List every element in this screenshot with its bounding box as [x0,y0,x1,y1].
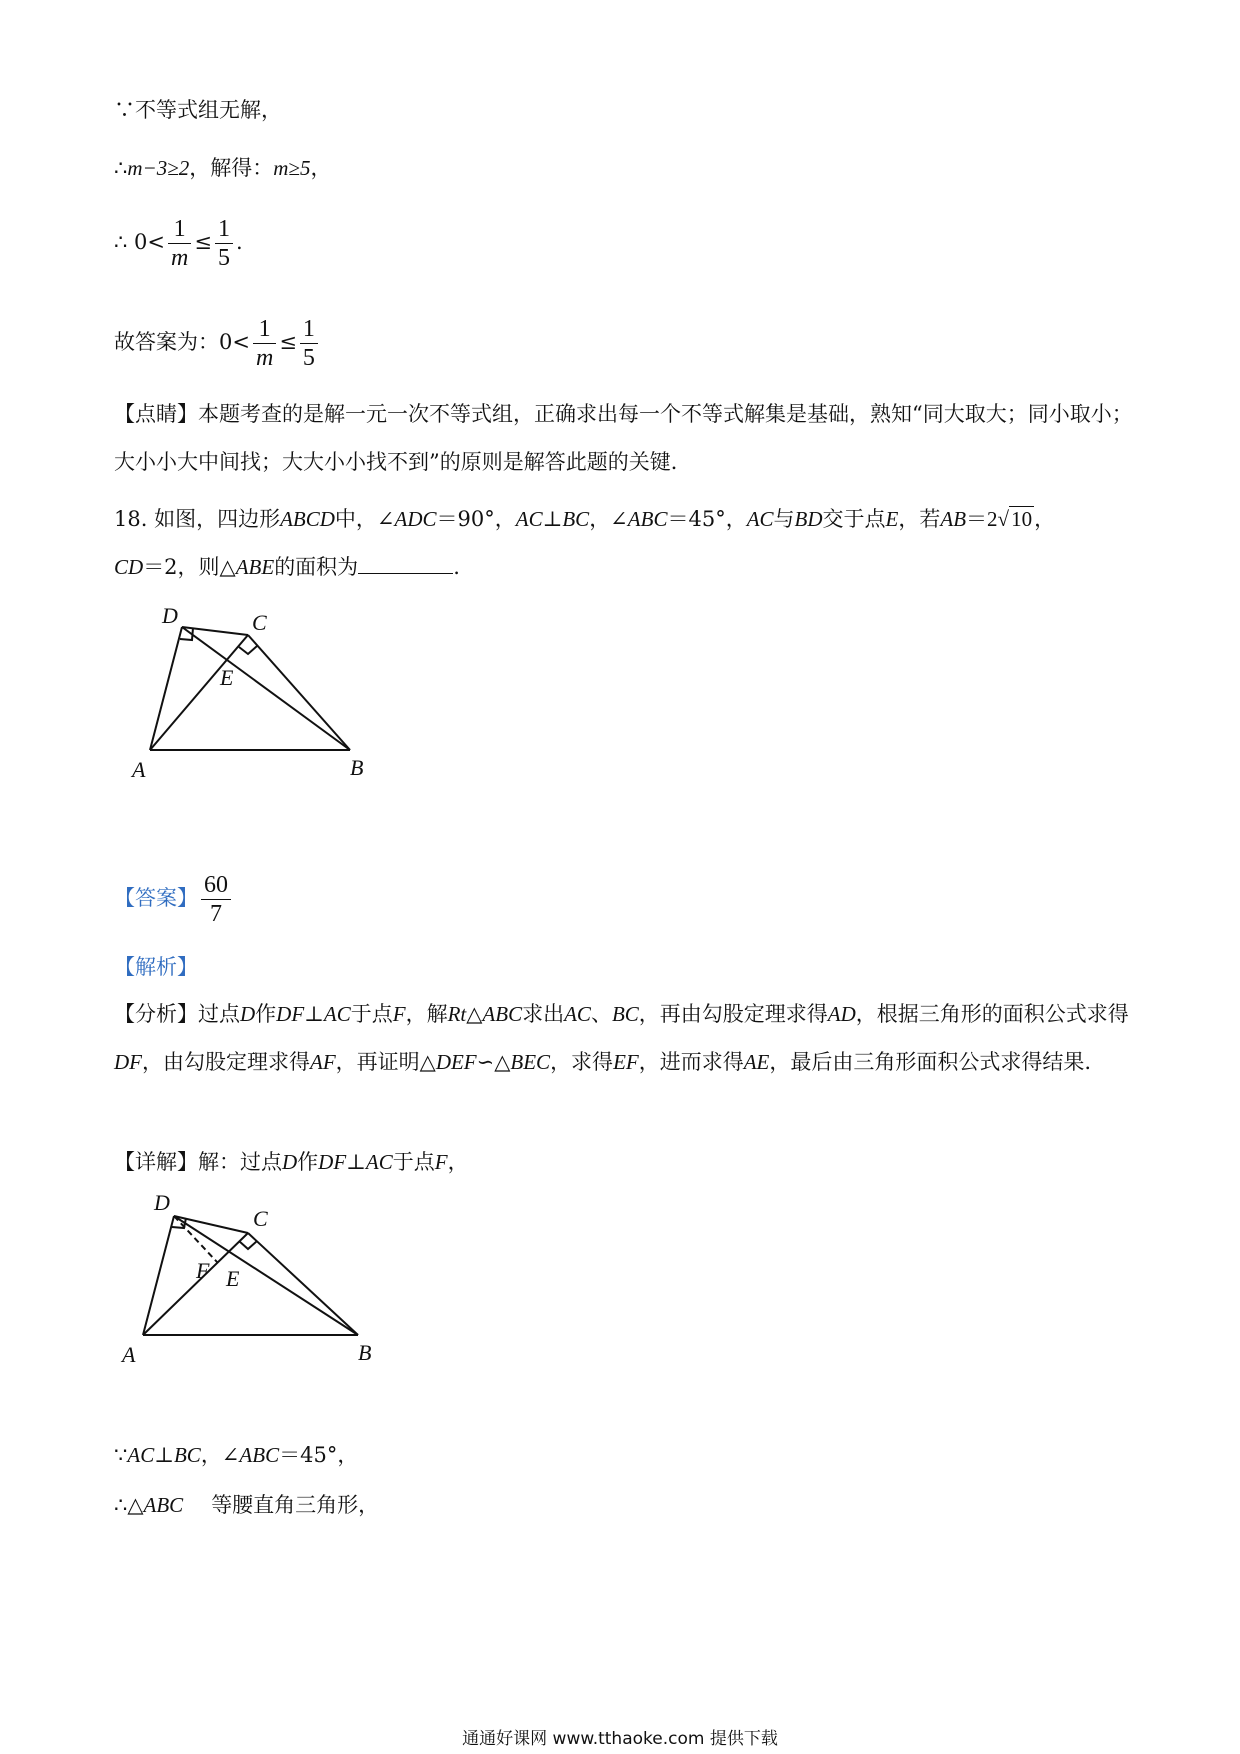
right-angle-mark-c [239,1241,257,1249]
page-footer: 通通好课网 www.tthaoke.com 提供下载 [462,1729,778,1749]
fraction: $\frac{1}{5}$ [215,215,233,272]
label-b: B [358,1340,372,1365]
sqrt-expression: 2√10 [987,507,1033,531]
text-fragment: . [235,230,243,254]
fenxi-paragraph: 【分析】过点D作DF⊥AC于点F，解Rt△ABC求出AC、BC，再由勾股定理求得AD，根据三角形的面积公式求得DF，由勾股定理求得AF，再证明△DEF∽△BEC，求得EF，进而求得AE，最后由三角形面积公式求得结果. [114,1002,1129,1074]
fraction: $\frac{1}{m}$ [168,215,191,272]
fraction: $\frac{1}{5}$ [300,315,318,372]
therefore-symbol: ∴ [114,156,128,180]
segment-ad [143,1216,174,1335]
answer-blank [358,553,453,574]
label-a: A [122,1342,136,1367]
label-a: A [132,757,146,782]
inequality-result: m≥5 [273,156,311,180]
text-fragment: ， [310,156,332,180]
fraction-line [114,212,243,272]
step-line: ∴△ABC 等腰直角三角形， [114,1493,380,1517]
label-d: D [154,1190,170,1215]
leq-symbol: ≤ [279,330,297,354]
label-b: B [350,755,364,780]
segment-cb [248,635,350,750]
fraction: $\frac{1}{m}$ [253,315,276,372]
segment-db [182,627,350,750]
text-fragment: 故答案为：0< [114,330,250,354]
label-e: E [220,665,234,690]
answer-label: 【答案】 [114,886,198,910]
segment-cb [248,1233,358,1335]
step-line: ∵AC⊥BC，∠ABC＝45°， [114,1443,359,1467]
question-18: 18. 如图，四边形ABCD中，∠ADC＝90°，AC⊥BC，∠ABC＝45°，AC与BD交于点E，若AB＝2√10， CD＝2，则△ABE的面积为 . [114,495,1134,591]
label-e: E [226,1266,240,1291]
text-fragment: ∴ 0< [114,230,165,254]
text-line [114,95,282,125]
answer-fraction: $\frac{60}{7}$ [201,871,231,928]
leq-symbol: ≤ [194,230,212,254]
inequality-expression: m−3≥2 [127,156,190,180]
reason-text: ∵不等式组无解， [114,98,282,122]
label-d: D [162,605,178,628]
xiangjie-line: 【详解】解：过点D作DF⊥AC于点F， [114,1150,469,1174]
jiexi-label: 【解析】 [114,955,198,979]
label-c: C [253,1206,268,1231]
dianjing-paragraph: 【点睛】本题考查的是解一元一次不等式组，正确求出每一个不等式解集是基础，熟知“同大取大；同小取小；大小小大中间找；大大小小找不到”的原则是解答此题的关键． [114,402,1133,474]
answer-row [114,868,234,928]
text-fragment: ，解得： [189,156,274,180]
right-angle-mark-c [239,646,257,654]
figure-quadrilateral [120,605,400,785]
figure-quadrilateral-with-f [118,1188,408,1368]
answer-line [114,312,321,372]
label-f: F [196,1258,210,1283]
label-c: C [252,610,267,635]
text-line [114,153,331,183]
